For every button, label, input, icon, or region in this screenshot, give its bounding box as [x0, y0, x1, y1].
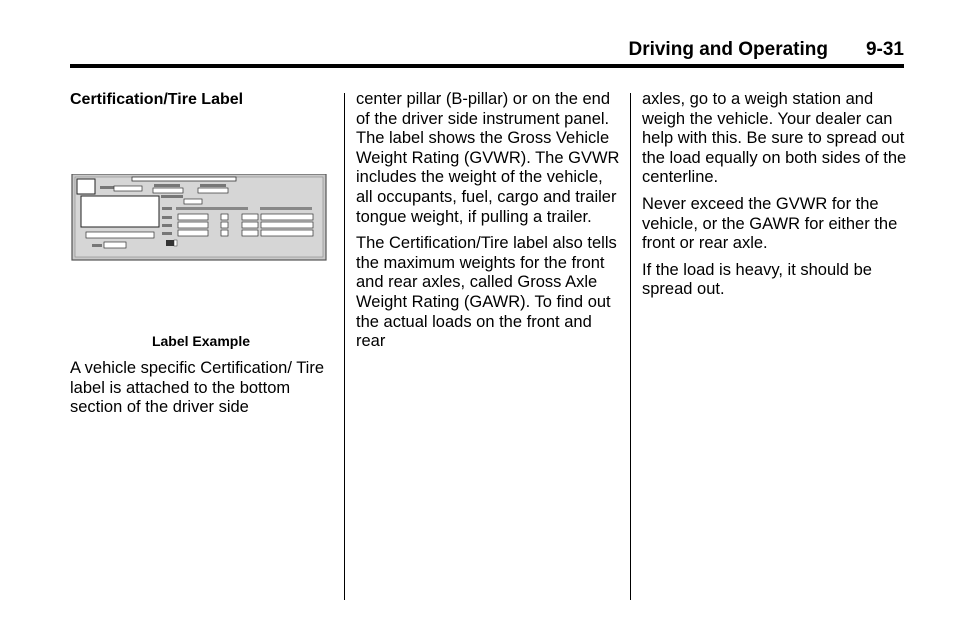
body-paragraph: Never exceed the GVWR for the vehicle, or the GAWR for either the front or rear axle. [642, 194, 898, 253]
column-divider [630, 93, 631, 600]
column-1 [70, 90, 332, 425]
column-divider [344, 93, 345, 600]
body-paragraph: If the load is heavy, it should be spread out. [642, 260, 872, 299]
column-3 [642, 90, 907, 307]
certification-label-image [70, 174, 332, 322]
chapter-title: Driving and Operating [628, 39, 828, 60]
label-illustration [70, 174, 332, 322]
body-paragraph: A vehicle specific Certification/ Tire label is attached to the bottom section of the driver side [70, 359, 325, 417]
body-paragraph: The Certification/Tire label also tells the maximum weights for the front and rear axles, called Gross Axle Weight Rating (GAWR). To find out the actual loads on the front and rear [356, 234, 617, 351]
page-header [70, 36, 904, 68]
page-number: 9-31 [865, 39, 904, 60]
body-paragraph: center pillar (B-pillar) or on the end of the driver side instrument panel. The label shows the Gross Vehicle Weight Rating (GVWR). The GVWR includes the weight of the vehicle, all occupants, fuel, cargo and trailer tongue weight, if pulling a trailer. [356, 90, 620, 226]
body-paragraph: axles, go to a weigh station and weigh the vehicle. Your dealer can help with this. Be sure to spread out the load equally on both sides of the centerline. [642, 90, 907, 187]
section-title: Certification/Tire Label [70, 91, 244, 108]
figure-caption: Label Example [151, 332, 251, 349]
column-2 [356, 90, 621, 359]
